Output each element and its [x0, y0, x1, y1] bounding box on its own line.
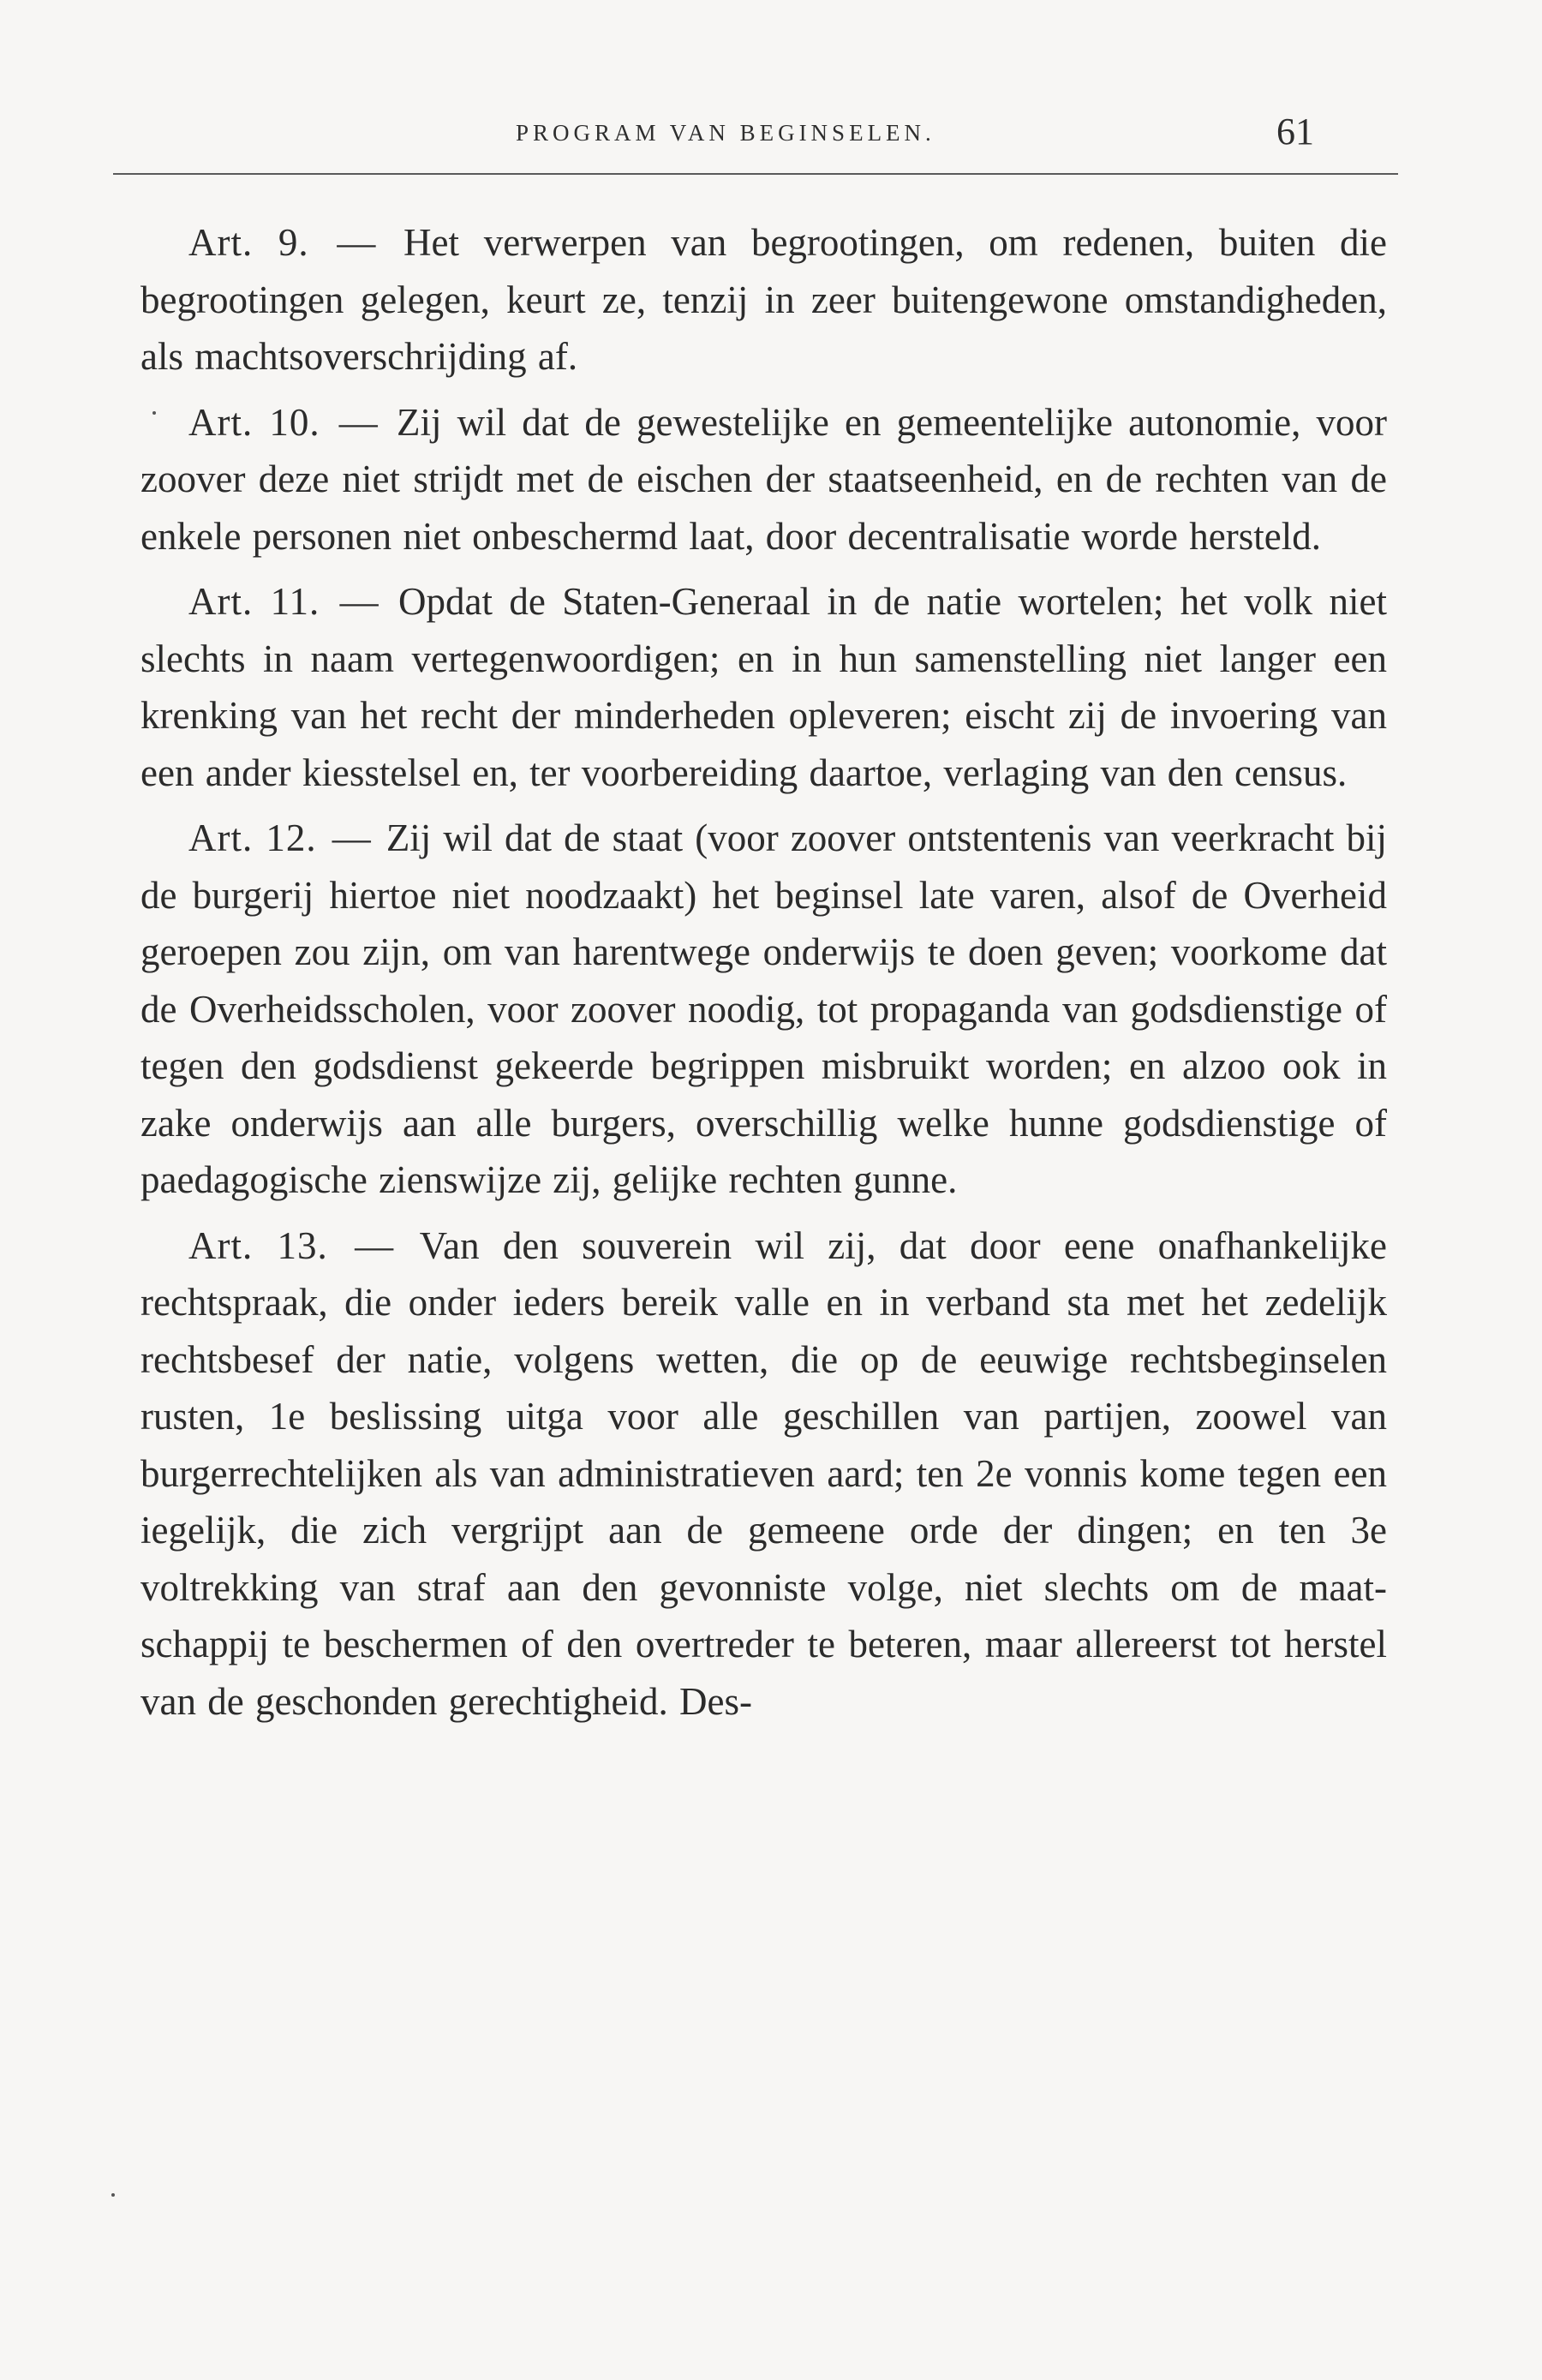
article-label: Art. 13.: [188, 1223, 328, 1267]
article-text: Het verwerpen van begrootingen, om redenen, buiten die begrootingen gelegen, keurt ze, tenzij in zeer buitengewone omstandigheden, als machtsoverschrijding af.: [140, 221, 1387, 378]
article-10: [140, 394, 1387, 565]
article-label: Art. 10.: [188, 400, 320, 444]
article-dash: —: [332, 816, 371, 859]
article-text: Van den souverein wil zij, dat door eene onafhankelijke rechtspraak, die onder ieders bereik valle en in verband sta met het zedelijk rechtsbesef der natie, volgens wetten, die op de eeuwige rechtsbeginselen rusten, 1e beslissing uitga voor alle geschillen van partijen, zoowel van burgerrechtelijken als van administratieven aard; ten 2e vonnis kome tegen een iegelijk, die zich vergrijpt aan de gemeene orde der dingen; en ten 3e voltrekking van straf aan den gevonniste volge, niet slechts om de maatschappij te beschermen of den overtreder te beteren, maar allereerst tot herstel van de geschonden gerechtigheid. Des-: [140, 1223, 1387, 1723]
article-13: [140, 1217, 1387, 1731]
article-label: Art. 12.: [188, 816, 317, 859]
print-speck: [152, 411, 156, 415]
running-title: PROGRAM VAN BEGINSELEN.: [516, 120, 935, 146]
article-label: Art. 9.: [188, 221, 309, 264]
page-body: [140, 214, 1387, 1738]
article-text: Zij wil dat de gewestelijke en gemeentelijke autonomie, voor zoover deze niet strijdt met de eischen der staatseenheid, en de rechten van de enkele personen niet onbeschermd laat, door decentralisatie worde hersteld.: [140, 400, 1388, 558]
article-dash: —: [338, 400, 378, 444]
article-9: [140, 214, 1387, 386]
page-number: 61: [1276, 111, 1314, 152]
article-text: Zij wil dat de staat (voor zoover ontstentenis van veerkracht bij de burgerij hiertoe niet noodzaakt) het beginsel late varen, alsof de Overheid geroepen zou zijn, om van harentwege onderwijs te doen geven; voorkome dat de Overheidsscholen, voor zoover noodig, tot propaganda van godsdienstige of tegen den godsdienst gekeerde begrippen misbruikt worden; en alzoo ook in zake onderwijs aan alle burgers, overschillig welke hunne godsdienstige of paedagogische zienswijze zij, gelijke rechten gunne.: [140, 816, 1387, 1201]
article-text: Opdat de Staten-Generaal in de natie wortelen; het volk niet slechts in naam vertegenwoordigen; en in hun samenstelling niet langer een krenking van het recht der minderheden opleveren; eischt zij de invoering van een ander kiesstelsel en, ter voorbereiding daartoe, verlaging van den census.: [140, 580, 1388, 794]
article-dash: —: [337, 221, 376, 264]
article-label: Art. 11.: [188, 580, 320, 623]
header-rule: [113, 173, 1398, 175]
article-12: [140, 810, 1387, 1209]
print-speck: [111, 2193, 115, 2197]
article-dash: —: [339, 580, 379, 623]
running-header: [0, 110, 1542, 161]
article-11: [140, 573, 1387, 801]
article-dash: —: [355, 1223, 394, 1267]
